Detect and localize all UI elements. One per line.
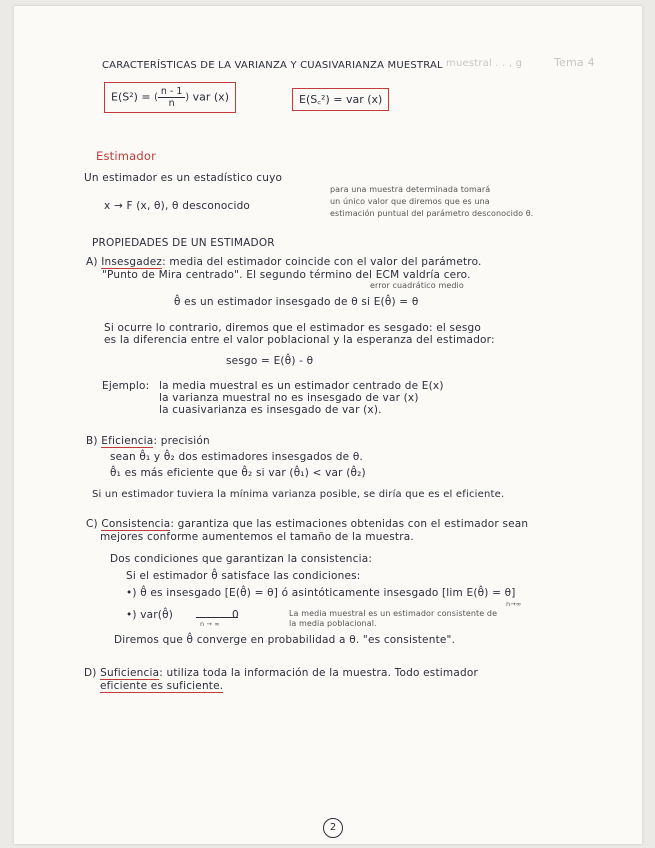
consistencia-si: Si el estimador θ̂ satisface las condiciones: [126,570,361,582]
estimador-note-line: estimación puntual del parámetro desconocido θ. [330,209,534,218]
consistencia-conclusion: Diremos que θ̂ converge en probabilidad a θ. "es consistente". [114,634,456,646]
property-a-keyword: Insesgadez [101,256,163,268]
faded-bleed-title: Tema 4 [554,56,595,69]
sesgado-line2: es la diferencia entre el valor poblacional y la esperanza del estimador: [104,334,495,346]
property-b-line1 [86,435,210,447]
property-d-text2-span: eficiente es suficiente. [100,680,224,692]
ejemplo-line1: la media muestral es un estimador centrado de E(x) [159,380,444,392]
convergence-arrow-label: n → ∞ [200,620,220,628]
page-title: CARACTERÍSTICAS DE LA VARIANZA Y CUASIVARIANZA MUESTRAL [102,60,443,71]
property-a-line1 [86,256,482,268]
sesgado-line1: Si ocurre lo contrario, diremos que el estimador es sesgado: el sesgo [104,322,482,334]
formula-box-cuasivarianza: E(S꜀²) = var (x) [292,88,389,111]
formula-lhs: E(S²) = [111,90,151,104]
consistencia-note-line: La media muestral es un estimador consistente de [289,609,498,618]
formula-rhs: var (x) [192,90,229,104]
eficiencia-conclusion: Si un estimador tuviera la mínima varianza posible, se diría que es el eficiente. [92,489,505,500]
ejemplo-line3: la cuasivarianza es insesgado de var (x). [159,404,382,416]
property-d-text1: : utiliza toda la información de la muestra. Todo estimador [159,667,478,679]
property-d-text2 [100,680,223,692]
property-b-keyword: Eficiencia [101,435,154,447]
property-d-letter: D) [84,667,97,679]
ecm-note: error cuadrático medio [370,281,464,290]
formula-box-varianza [104,82,236,113]
faded-bleed-text: muestral . . , g [446,58,523,69]
property-d-line1 [84,667,478,679]
section-heading-estimador: Estimador [96,149,157,163]
property-c-line1 [86,518,528,530]
property-c-text2: mejores conforme aumentemos el tamaño de la muestra. [100,531,414,543]
section-heading-propiedades: PROPIEDADES DE UN ESTIMADOR [92,237,275,249]
eficiencia-comparacion: θ̂₁ es más eficiente que θ̂₂ si var (θ̂₁) < var (θ̂₂) [110,467,366,479]
ejemplo-line2: la varianza muestral no es insesgado de var (x) [159,392,419,404]
formula-fraction: ( $\frac{n - 1}{n}$ ) [154,86,190,109]
consistencia-cond2: •) var(θ̂) [126,609,174,621]
property-a-text1: : media del estimador coincide con el valor del parámetro. [162,256,482,268]
property-a-letter: A) [86,256,98,268]
ejemplo-label: Ejemplo: [102,380,150,392]
property-c-letter: C) [86,518,98,530]
consistencia-note-line: la media poblacional. [289,619,377,628]
estimador-intro: Un estimador es un estadístico cuyo [84,172,283,184]
convergence-arrow-target: 0 [232,609,239,621]
page-number: 2 [323,818,343,838]
notebook-page [14,6,642,844]
estimador-note-line: un único valor que diremos que es una [330,197,490,206]
consistencia-dos: Dos condiciones que garantizan la consistencia: [110,553,373,565]
property-c-text1: : garantiza que las estimaciones obtenidas con el estimador sean [170,518,529,530]
property-b-letter: B) [86,435,98,447]
estimador-note-line: para una muestra determinada tomará [330,185,491,194]
insesgado-formula: θ̂ es un estimador insesgado de θ si E(θ̂) = θ [174,296,419,308]
fraction-numerator: n - 1 [158,86,186,98]
estimador-model: x → F (x, θ), θ desconocido [104,200,251,212]
property-c-keyword: Consistencia [101,518,171,530]
sesgo-formula: sesgo = E(θ̂) - θ [226,355,314,367]
property-a-text2: "Punto de Mira centrado". El segundo término del ECM valdría cero. [102,269,471,281]
consistencia-cond1: •) θ̂ es insesgado [E(θ̂) = θ] ó asintóticamente insesgado [lim E(θ̂) = θ] [126,587,516,599]
fraction-denominator: n [168,98,175,109]
property-d-keyword: Suficiencia [100,667,160,679]
property-b-text1: : precisión [153,435,210,447]
eficiencia-sean: sean θ̂₁ y θ̂₂ dos estimadores insesgados de θ. [110,451,364,463]
lim-subscript: n→∞ [506,600,522,608]
